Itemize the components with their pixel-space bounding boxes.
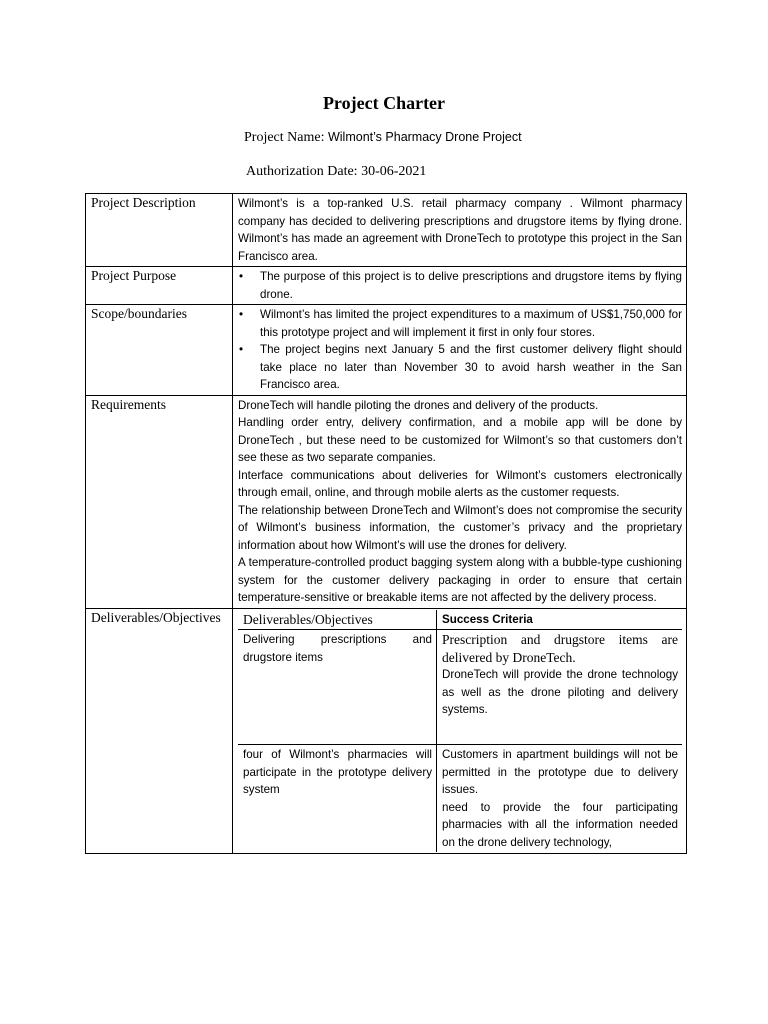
deliverables-column-header: Deliverables/Objectives [238, 610, 437, 630]
charter-table [85, 193, 687, 854]
success-criteria-text: Customers in apartment buildings will not be permitted in the prototype due to delivery issues. [442, 748, 678, 796]
project-name-label: Project Name: [244, 130, 325, 145]
requirement-paragraph: DroneTech will handle piloting the drones and delivery of the products. [238, 398, 599, 412]
row-scope-boundaries [86, 305, 687, 396]
project-description-text: Wilmont’s is a top-ranked U.S. retail pharmacy company . Wilmont pharmacy company has decided to delivering prescriptions and drugstore items by flying drone. Wilmont’s has made an agreement with DroneTech to prototype this project in the San Francisco area. [233, 194, 687, 267]
row-label: Requirements [86, 395, 233, 608]
row-deliverables [86, 608, 687, 854]
authorization-date: Authorization Date: 30-06-2021 [246, 164, 427, 179]
project-name-line [244, 130, 522, 146]
row-label: Project Purpose [86, 267, 233, 305]
deliverable-text: four of Wilmont’s pharmacies will participate in the prototype delivery system [238, 745, 437, 853]
row-project-purpose [86, 267, 687, 305]
success-criteria-cell [437, 630, 683, 745]
row-label: Scope/boundaries [86, 305, 233, 396]
success-criteria-text: DroneTech will provide the drone technology as well as the drone piloting and delivery systems. [442, 668, 678, 716]
row-requirements [86, 395, 687, 608]
document-title: Project Charter [322, 93, 446, 113]
success-criteria-cell [437, 745, 683, 853]
row-project-description [86, 194, 687, 267]
row-label: Deliverables/Objectives [86, 608, 233, 854]
bullet-item: • Wilmont’s has limited the project expenditures to a maximum of US$1,750,000 for this prototype project and will implement it first in only four stores. [260, 306, 682, 341]
scope-cell [233, 305, 687, 396]
requirement-paragraph: The relationship between DroneTech and Wilmont’s does not compromise the security of Wilmont’s business information, the customer’s privacy and the proprietary information about how Wilmont’s will use the drones for delivery. [238, 503, 682, 552]
deliverable-row [238, 745, 682, 853]
success-criteria-text: Prescription and drugstore items are delivered by DroneTech. [442, 632, 678, 665]
deliverable-text: Delivering prescriptions and drugstore items [238, 630, 437, 745]
success-criteria-column-header: Success Criteria [442, 612, 533, 626]
requirement-paragraph: A temperature-controlled product bagging system along with a bubble-type cushioning system for the customer delivery packaging in order to ensure that certain temperature-sensitive or breakable items are not affected by the delivery process. [238, 556, 682, 604]
success-criteria-text: need to provide the four participating pharmacies with all the information needed on the drone delivery technology, [442, 800, 678, 849]
requirements-cell [233, 395, 687, 608]
project-purpose-cell [233, 267, 687, 305]
deliverables-table [238, 610, 682, 853]
deliverable-row [238, 630, 682, 745]
project-name-value: Wilmont’s Pharmacy Drone Project [327, 130, 522, 144]
requirement-paragraph: Interface communications about deliveries for Wilmont’s customers electronically through email, online, and through mobile alerts as the customer requests. [238, 468, 682, 499]
requirement-paragraph: Handling order entry, delivery confirmation, and a mobile app will be done by DroneTech , but these need to be customized for Wilmont’s so that customers don’t see these as two separate companies. [238, 416, 682, 464]
deliverables-cell [233, 608, 687, 854]
bullet-item: • The project begins next January 5 and the first customer delivery flight should take place no later than November 30 to avoid harsh weather in the San Francisco area. [260, 341, 682, 394]
row-label: Project Description [86, 194, 233, 267]
deliverables-header-row [238, 610, 682, 630]
bullet-item: • The purpose of this project is to delive prescriptions and drugstore items by flying drone. [260, 268, 682, 303]
